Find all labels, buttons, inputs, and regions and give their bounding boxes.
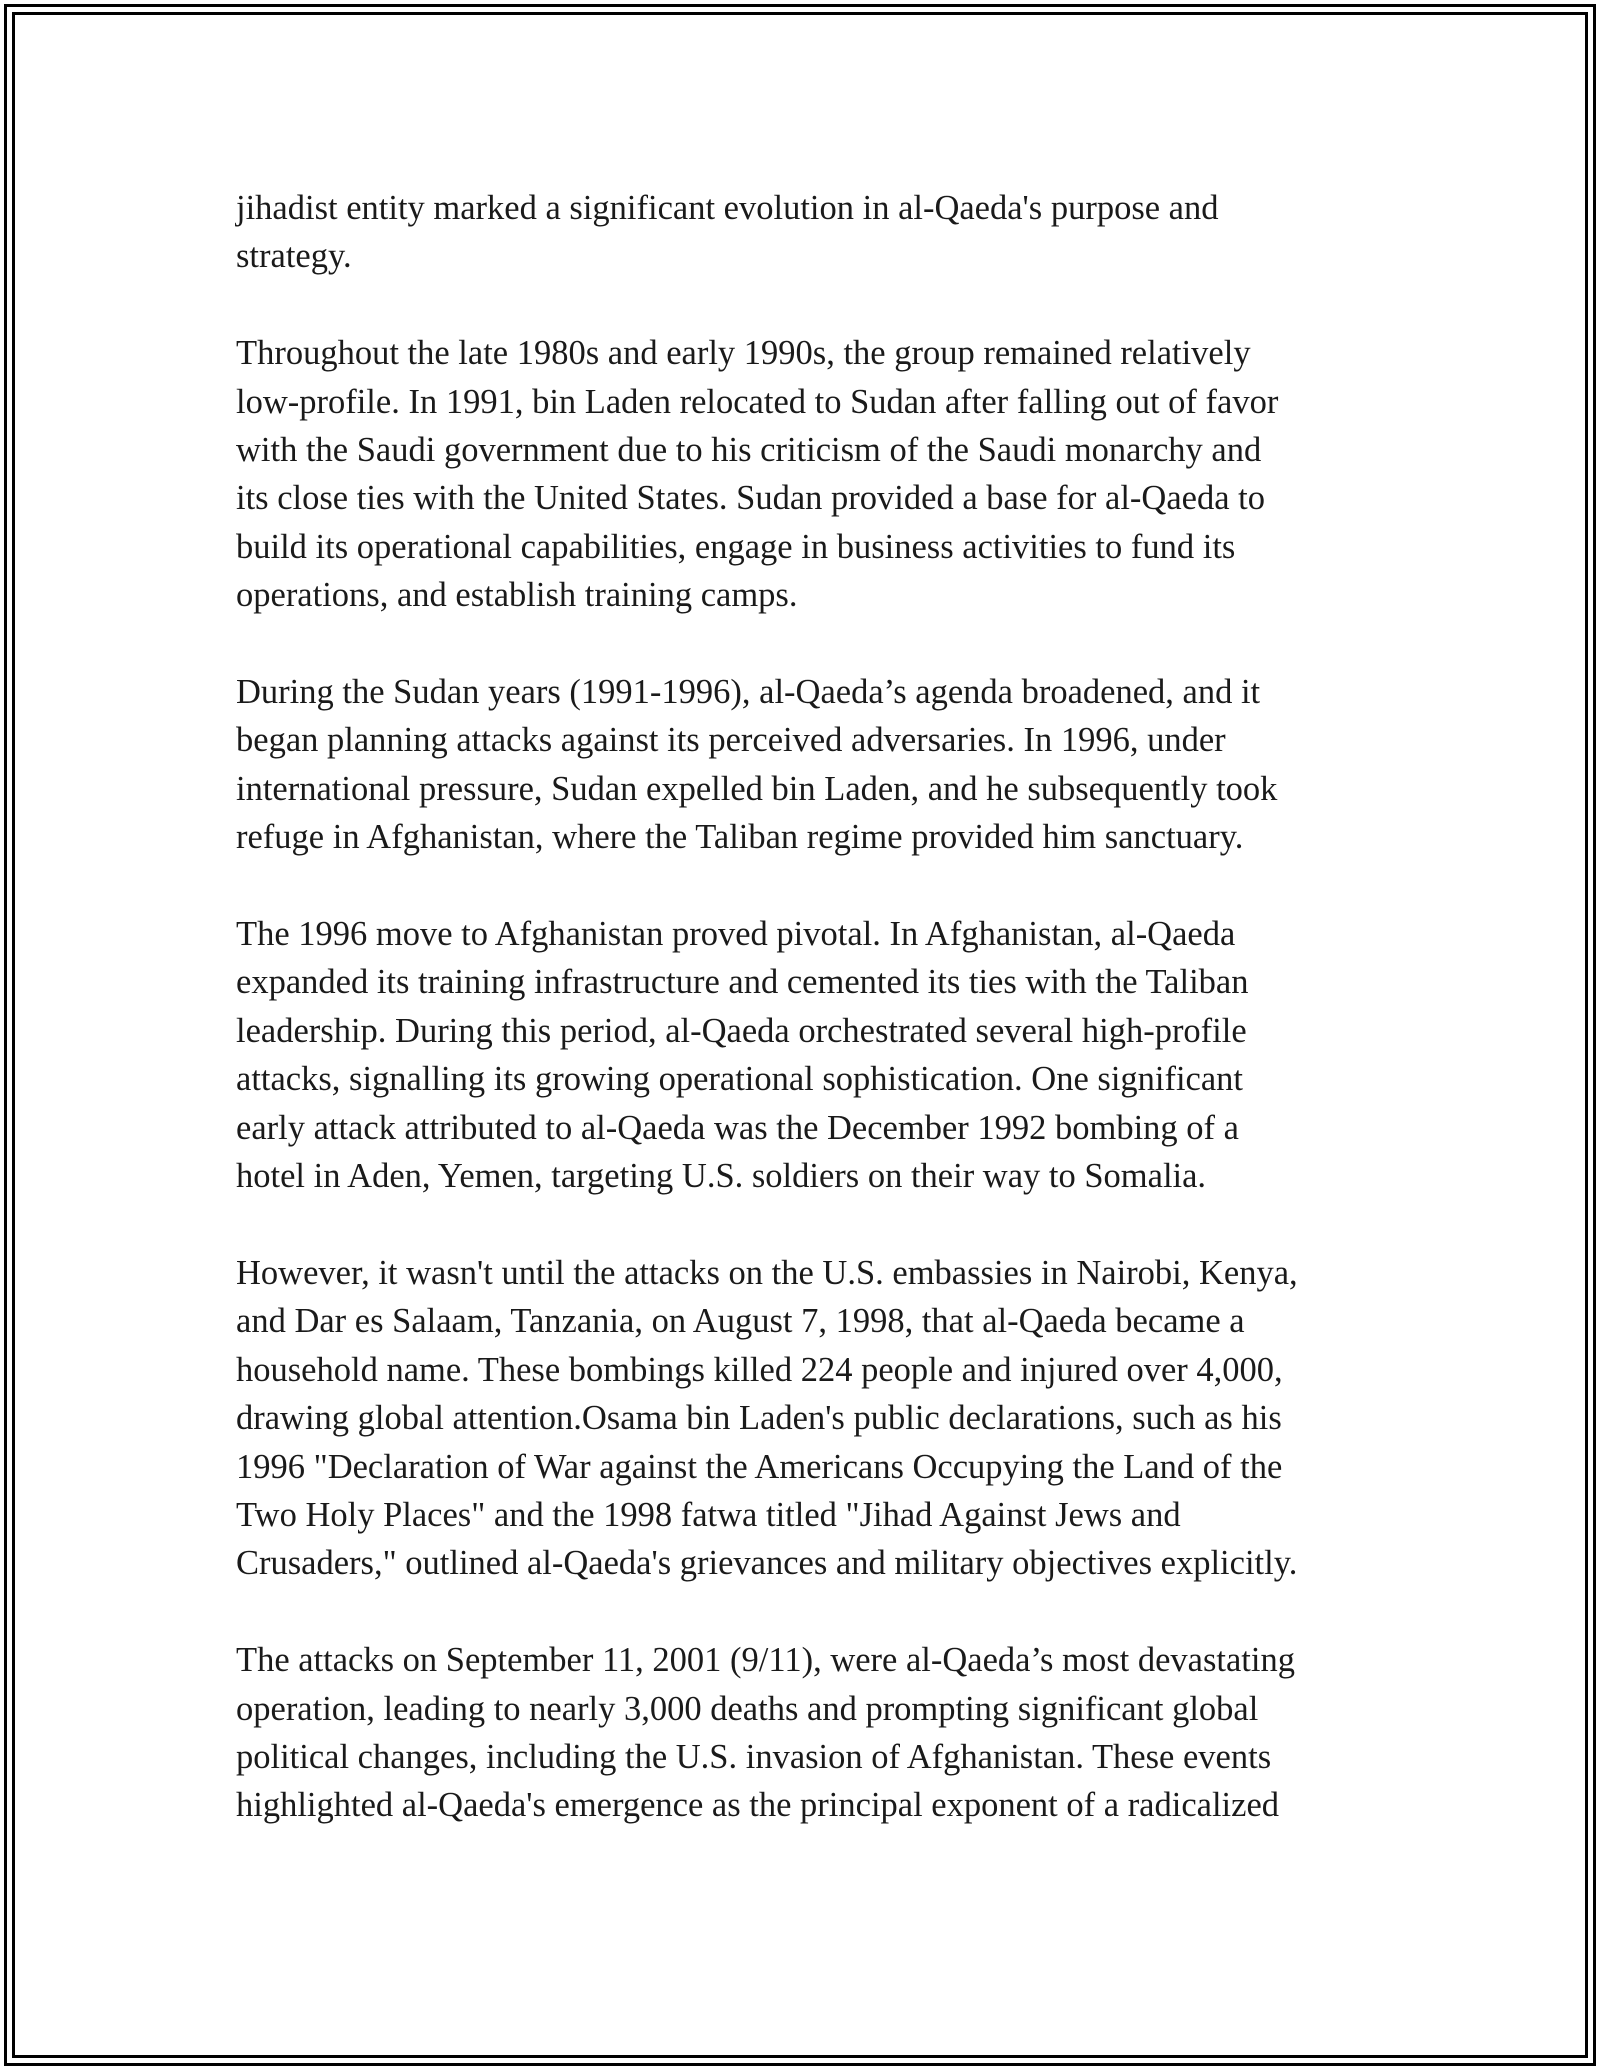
text-line: Two Holy Places" and the 1998 fatwa titled "Jihad Against Jews and (236, 1495, 1181, 1534)
document-body (236, 184, 1386, 1878)
text-line: During the Sudan years (1991-1996), al-Qaeda’s agenda broadened, and it (236, 673, 1261, 712)
text-line: hotel in Aden, Yemen, targeting U.S. soldiers on their way to Somalia. (236, 1157, 1207, 1196)
text-line: began planning attacks against its perceived adversaries. In 1996, under (236, 721, 1226, 760)
paragraph-6 (236, 1636, 1386, 1830)
text-line: its close ties with the United States. Sudan provided a base for al-Qaeda to (236, 479, 1265, 518)
text-line: early attack attributed to al-Qaeda was the December 1992 bombing of a (236, 1108, 1239, 1147)
text-line: political changes, including the U.S. invasion of Afghanistan. These events (236, 1737, 1272, 1776)
text-line: expanded its training infrastructure and cemented its ties with the Taliban (236, 963, 1249, 1002)
text-line: 1996 "Declaration of War against the Americans Occupying the Land of the (236, 1447, 1283, 1486)
paragraph-4 (236, 910, 1386, 1200)
text-line: operations, and establish training camps. (236, 576, 798, 615)
text-line: operation, leading to nearly 3,000 deaths and prompting significant global (236, 1689, 1259, 1728)
text-line: jihadist entity marked a significant evolution in al-Qaeda's purpose and (236, 189, 1219, 227)
text-line: attacks, signalling its growing operational sophistication. One significant (236, 1060, 1244, 1099)
text-line: low-profile. In 1991, bin Laden relocated to Sudan after falling out of favor (236, 382, 1279, 421)
paragraph-3 (236, 668, 1386, 862)
text-line: household name. These bombings killed 224 people and injured over 4,000, (236, 1350, 1283, 1389)
text-line: highlighted al-Qaeda's emergence as the principal exponent of a radicalized (236, 1786, 1280, 1825)
text-line: strategy. (236, 237, 352, 276)
text-line: drawing global attention.Osama bin Laden's public declarations, such as his (236, 1399, 1282, 1438)
text-line: Throughout the late 1980s and early 1990s, the group remained relatively (236, 334, 1251, 373)
text-line: However, it wasn't until the attacks on the U.S. embassies in Nairobi, Kenya, (236, 1253, 1298, 1292)
paragraph-1 (236, 184, 1386, 281)
text-line: The 1996 move to Afghanistan proved pivotal. In Afghanistan, al-Qaeda (236, 915, 1236, 954)
text-line: with the Saudi government due to his criticism of the Saudi monarchy and (236, 431, 1262, 470)
text-line: leadership. During this period, al-Qaeda orchestrated several high-profile (236, 1011, 1247, 1050)
paragraph-2 (236, 329, 1386, 619)
text-line: Crusaders," outlined al-Qaeda's grievances and military objectives explicitly. (236, 1544, 1298, 1583)
text-line: and Dar es Salaam, Tanzania, on August 7, 1998, that al-Qaeda became a (236, 1302, 1245, 1341)
text-line: international pressure, Sudan expelled bin Laden, and he subsequently took (236, 769, 1278, 808)
text-line: The attacks on September 11, 2001 (9/11), were al-Qaeda’s most devastating (236, 1641, 1295, 1680)
text-line: refuge in Afghanistan, where the Taliban regime provided him sanctuary. (236, 818, 1244, 857)
paragraph-5 (236, 1249, 1386, 1588)
text-line: build its operational capabilities, engage in business activities to fund its (236, 527, 1236, 566)
